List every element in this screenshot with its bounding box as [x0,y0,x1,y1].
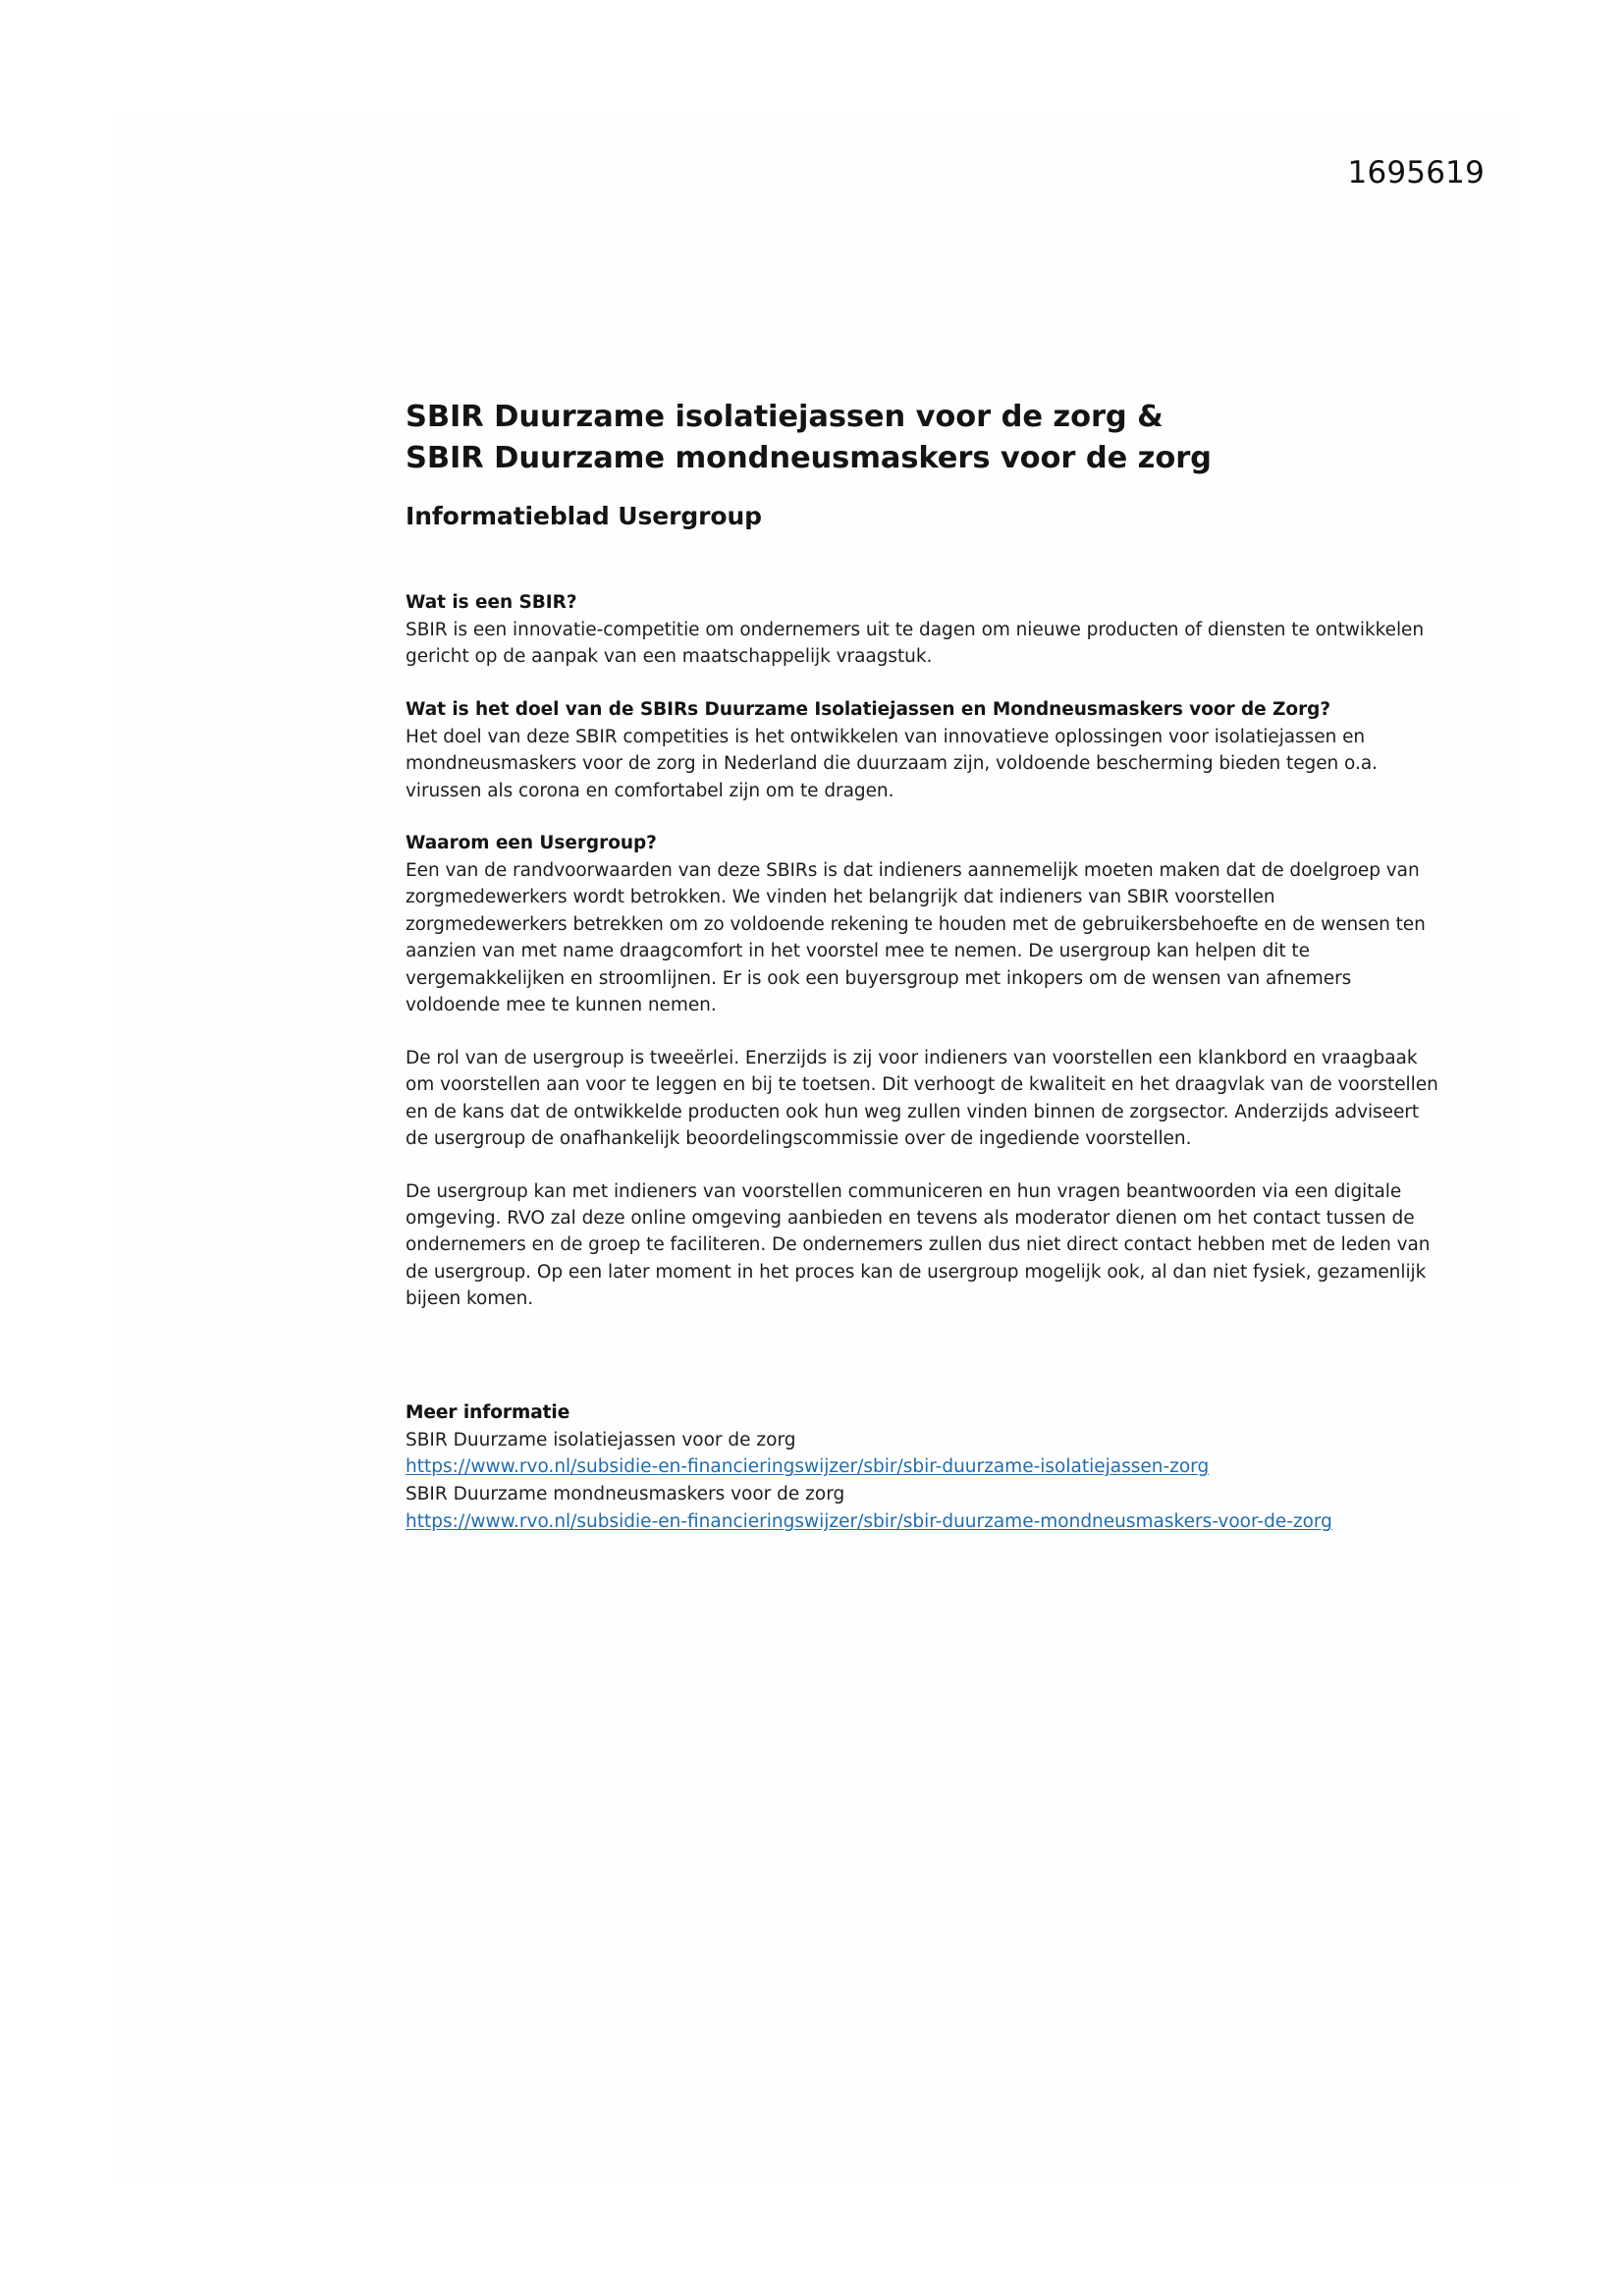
page-title-line-1: SBIR Duurzame isolatiejassen voor de zorg & [406,400,1164,434]
section-waarom-usergroup [406,831,1441,1313]
page-title [406,397,1441,479]
more-information-heading: Meer informatie [406,1401,570,1423]
section-heading: Wat is een SBIR? [406,592,577,614]
section-paragraph: Een van de randvoorwaarden van deze SBIRs is dat indieners aannemelijk moeten maken dat de doelgroep van zorgmedewerkers wordt betrokken. We vinden het belangrijk dat indieners van SBIR voorstellen zorgmedewerkers betrekken om zo voldoende rekening te houden met de gebruikersbehoefte en de wensen ten aanzien van met name draagcomfort in het voorstel mee te nemen. De usergroup kan helpen dit te vergemakkelijken en stroomlijnen. Er is ook een buyersgroup met inkopers om de wensen van afnemers voldoende mee te kunnen nemen. [406,859,1426,1016]
section-paragraph: De rol van de usergroup is tweeërlei. Enerzijds is zij voor indieners van voorstellen een klankbord en vraagbaak om voorstellen aan voor te leggen en bij te toetsen. Dit verhoogt de kwaliteit en het draagvlak van de voorstellen en de kans dat de ontwikkelde producten ook hun weg zullen vinden binnen de zorgsector. Anderzijds adviseert de usergroup de onafhankelijk beoordelingscommissie over de ingediende voorstellen. [406,1047,1438,1150]
section-heading: Wat is het doel van de SBIRs Duurzame Isolatiejassen en Mondneusmaskers voor de Zorg? [406,698,1331,720]
document-number: 1695619 [1347,155,1485,191]
section-paragraph: Het doel van deze SBIR competities is het ontwikkelen van innovatieve oplossingen voor isolatiejassen en mondneusmaskers voor de zorg in Nederland die duurzaam zijn, voldoende bescherming bieden tegen o.a. virussen als corona en comfortabel zijn om te dragen. [406,726,1378,801]
more-information-link-isolatiejassen[interactable]: https://www.rvo.nl/subsidie-en-financieringswijzer/sbir/sbir-duurzame-isolatiejassen-zorg [406,1456,1210,1478]
section-heading: Waarom een Usergroup? [406,833,657,854]
page-subtitle: Informatieblad Usergroup [406,501,762,530]
page-sheet [116,115,1520,2182]
document-content [406,397,1441,1536]
section-doel-sbirs [406,697,1441,804]
section-paragraph: SBIR is een innovatie-competitie om ondernemers uit te dagen om nieuwe producten of diensten te ontwikkelen gericht op de aanpak van een maatschappelijk vraagstuk. [406,619,1425,668]
page-title-line-2: SBIR Duurzame mondneusmaskers voor de zorg [406,440,1212,475]
section-wat-is-een-sbir [406,590,1441,671]
more-information-link-mondneusmaskers[interactable]: https://www.rvo.nl/subsidie-en-financieringswijzer/sbir/sbir-duurzame-mondneusmaskers-voor-de-zorg [406,1510,1332,1532]
more-information-section [406,1399,1441,1536]
section-paragraph: De usergroup kan met indieners van voorstellen communiceren en hun vragen beantwoorden via een digitale omgeving. RVO zal deze online omgeving aanbieden en tevens als moderator dienen om het contact tussen de ondernemers en de groep te faciliteren. De ondernemers zullen dus niet direct contact hebben met de leden van de usergroup. Op een later moment in het proces kan de usergroup mogelijk ook, al dan niet fysiek, gezamenlijk bijeen komen. [406,1180,1431,1310]
more-information-label: SBIR Duurzame isolatiejassen voor de zorg [406,1429,796,1450]
more-information-label: SBIR Duurzame mondneusmaskers voor de zorg [406,1484,845,1505]
